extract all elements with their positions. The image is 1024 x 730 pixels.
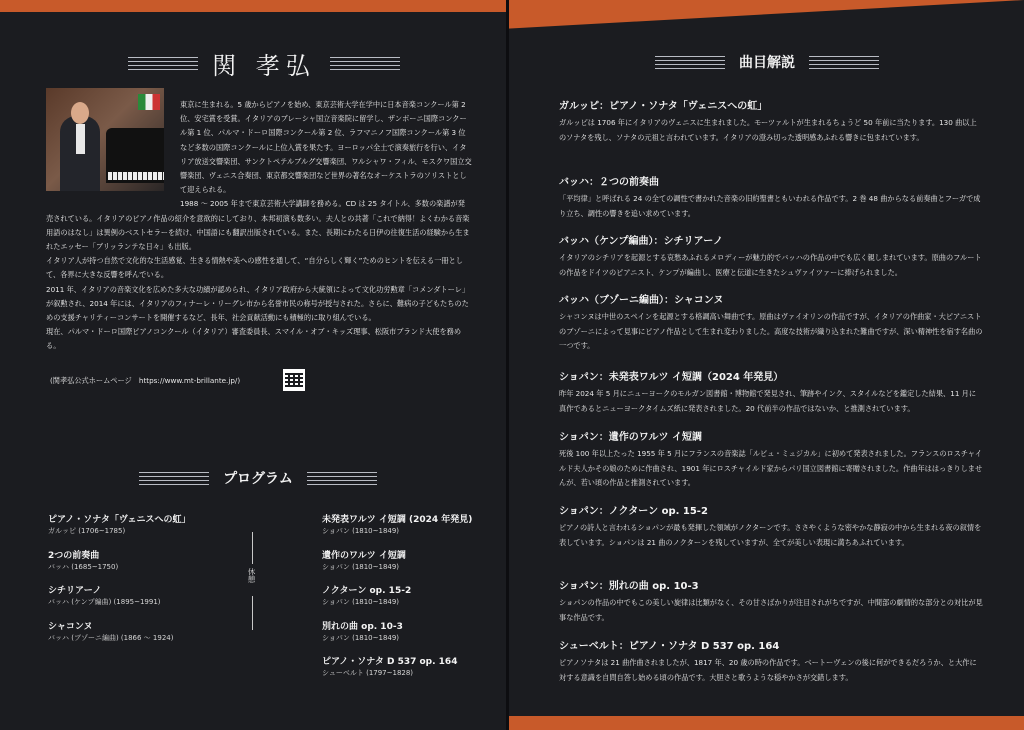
program-item xyxy=(322,656,502,679)
note-title: ショパン：ノクターン op. 15-2 xyxy=(559,506,708,517)
intermission-label: 休憩 xyxy=(247,568,256,583)
program-item xyxy=(48,514,238,537)
note-title: ショパン：遺作のワルツ イ短調 xyxy=(559,432,702,443)
note-bach-chaconne xyxy=(559,294,983,354)
bio-paragraph: 2011 年、イタリアの音楽文化を広めた多大な功績が認められ、イタリア政府から大統領によって文化功労勲章「コメンダトーレ」が叙勲され、2014 年には、イタリアのフィナーレ・リーグレ市から名誉市民の称号が授与された。さらに、難病の子どもたちのための支援チャリティーコンサートを開催するなど、長年、社会貢献活動にも積極的に取り組んでいる。 xyxy=(46,284,470,323)
program-item-title: シチリアーノ xyxy=(48,586,102,596)
program-item xyxy=(322,621,502,644)
bio-paragraph: 1988 ～ 2005 年まで東京芸術大学講師を務める。CD は 25 タイトル、多数の楽譜が発売されている。イタリアのピアノ作品の紹介を意欲的にしており、本邦初演も数多い。夫人との共著「これで納得！よくわかる音楽用語のはなし」は異例のベストセラーを続け、中国語にも翻訳出版されている。また、長期にわたる日伊の往復生活の経験から生まれたエッセー「ブリッランテな日々」も出版。 xyxy=(46,199,470,252)
note-description: ピアノソナタは 21 曲作曲されましたが、1817 年、20 歳の時の作品です。ベートーヴェンの後に何ができるだろうか、と大作に対する意識を自問自答し始める頃の作品です。大胆さと歌うような穏やかさが交錯します。 xyxy=(559,658,977,682)
note-title: ショパン：別れの曲 op. 10-3 xyxy=(559,581,699,592)
program-item-composer: ショパン (1810~1849) xyxy=(322,527,400,535)
artist-biography xyxy=(46,98,472,354)
bio-paragraph: 現在、パルマ・ドーロ国際ピアノコンクール（イタリア）審査委員長、スマイル・オブ・キッズ理事、松阪市ブランド大使を務める。 xyxy=(46,327,462,351)
note-title: ショパン：未発表ワルツ イ短調（2024 年発見） xyxy=(559,372,784,383)
note-title: シューベルト：ピアノ・ソナタ D 537 op. 164 xyxy=(559,641,780,652)
artist-heading xyxy=(100,46,428,81)
program-item xyxy=(322,514,502,537)
program-item xyxy=(48,585,238,608)
note-chopin-waltz-posthumous xyxy=(559,431,983,491)
note-description: ショパンの作品の中でもこの美しい旋律は比類がなく、その甘さばかりが注目されがちですが、中間部の劇情的な部分との対比が見事な作品です。 xyxy=(559,598,983,622)
qr-code xyxy=(283,369,305,391)
note-schubert-sonata xyxy=(559,640,983,685)
program-item xyxy=(48,621,238,644)
program-item-title: ノクターン op. 15-2 xyxy=(322,586,412,596)
decor-lines-right xyxy=(809,56,879,69)
note-title: バッハ：２つの前奏曲 xyxy=(559,177,659,188)
page-fold xyxy=(506,0,509,730)
program-second-half xyxy=(322,514,502,692)
note-description: シャコンヌは中世のスペインを起源とする格調高い舞曲です。原曲はヴァイオリンの作品ですが、イタリアの作曲家・大ピアニストのブゾーニによって見事にピアノ作品として生まれ変わりました。高度な技術が織り込まれた難曲ですが、深い精神性を宿す名曲の一つです。 xyxy=(559,312,983,351)
note-chopin-etude xyxy=(559,580,983,625)
homepage-link[interactable]: (関孝弘公式ホームページ https://www.mt-brillante.jp/) xyxy=(50,376,241,385)
decor-lines-right xyxy=(307,472,377,485)
notes-title: 曲目解説 xyxy=(739,55,795,71)
program-item-title: シャコンヌ xyxy=(48,621,93,632)
note-chopin-waltz-new xyxy=(559,371,983,416)
note-description: 昨年 2024 年 5 月にニューヨークのモルガン図書館・博物館で発見され、筆跡やインク、スタイルなどを鑑定した結果、11 月に真作であるとニューヨークタイムズ紙に発表されました。20 代前半の作品ではないか、と推測されています。 xyxy=(559,389,977,413)
program-item-composer: ショパン (1810~1849) xyxy=(322,633,400,642)
note-title: バッハ（ケンプ編曲）：シチリアーノ xyxy=(559,236,723,247)
note-galuppi xyxy=(559,100,983,145)
note-description: イタリアのシチリアを起源とする哀愁あふれるメロディーが魅力的でバッハの作品の中でも広く親しまれています。原曲のフルートの作品をドイツのピアニスト、ケンプが編曲し、医療と伝道に生きたシュヴァイツァーに捧げられました。 xyxy=(559,253,982,277)
program-item-composer: ショパン (1810~1849) xyxy=(322,562,400,571)
program-item-title: 遺作のワルツ イ短調 xyxy=(322,550,406,561)
note-description: 「平均律」と呼ばれる 24 の全ての調性で書かれた音楽の旧約聖書ともいわれる作品です。2 巻 48 曲からなる前奏曲とフーガで成り立ち、調性の響きを追い求めています。 xyxy=(559,194,981,218)
program-item-composer: バッハ (ケンプ編曲) (1895~1991) xyxy=(48,598,161,606)
program-item xyxy=(322,585,502,608)
program-item-title: 別れの曲 op. 10-3 xyxy=(322,621,403,632)
program-item-composer: ショパン (1810~1849) xyxy=(322,598,400,606)
decor-lines-left xyxy=(139,472,209,485)
note-description: ピアノの詩人と言われるショパンが最も発揮した領域がノクターンです。ささやくような密やかな静寂の中から生まれる夜の叙情を表しています。ショパンは 21 曲のノクターンを残していますが、全てが美しい表現に満ちあふれています。 xyxy=(559,523,982,547)
program-item-title: ピアノ・ソナタ D 537 op. 164 xyxy=(322,657,458,667)
program-item-title: 未発表ワルツ イ短調 (2024 年発見) xyxy=(322,515,473,525)
note-description: 死後 100 年以上たった 1955 年 5 月にフランスの音楽誌「ルビュ・ミュジカル」に初めて発表されました。フランスのロスチャイルド夫人かその娘のために作曲され、1901 年にロスチャイルド家からパリ国立図書館に寄贈されました。作曲年ははっきりしませんが、若い頃の作品と推測されています。 xyxy=(559,449,983,488)
program-item-composer: シューベルト (1797~1828) xyxy=(322,669,414,677)
decor-lines-left xyxy=(128,57,198,70)
note-title: ガルッピ：ピアノ・ソナタ「ヴェニスへの虹」 xyxy=(559,101,768,112)
decor-lines-right xyxy=(330,57,400,70)
bio-paragraph: 東京に生まれる。5 歳からピアノを始め、東京芸術大学在学中に日本音楽コンクール第 2 位、安宅賞を受賞。イタリアのブレーシャ国立音楽院に留学し、ザンボーニ国際コンクール第 1 位、パルマ・ドーロ国際コンクール第 2 位、ラフマニノフ国際コンクール第 3 位など多数の国際コンクールに上位入賞を果たす。ヨーロッパ全土で演奏旅行を行い、イタリア放送交響楽団、サンクトペテルブルグ交響楽団、ワルシャワ・フィル、モスクワ国立交響楽団、ヴェニス合奏団、東京都交響楽団など世界の著名なオーケストラのソリストとして迎えられる。 xyxy=(180,100,472,195)
program-item-composer: ガルッピ (1706~1785) xyxy=(48,527,126,535)
program-title: プログラム xyxy=(223,471,293,487)
artist-name: 関 孝弘 xyxy=(212,52,316,80)
note-bach-siciliano xyxy=(559,235,983,280)
intermission-line-bottom xyxy=(252,596,253,630)
note-chopin-nocturne xyxy=(559,505,983,550)
note-title: バッハ（ブゾーニ編曲）：シャコンヌ xyxy=(559,295,724,306)
program-first-half xyxy=(48,514,238,656)
program-item-title: ピアノ・ソナタ「ヴェニスへの虹」 xyxy=(48,515,191,525)
intermission-line-top xyxy=(252,532,253,564)
decor-lines-left xyxy=(655,56,725,69)
program-item-title: 2つの前奏曲 xyxy=(48,550,100,561)
program-item-composer: バッハ (1685~1750) xyxy=(48,562,119,571)
note-description: ガルッピは 1706 年にイタリアのヴェニスに生まれました。モーツァルトが生まれるちょうど 50 年前に当たります。130 曲以上のソナタを残し、ソナタの元祖と言われています。イタリアの澄み切った透明感あふれる響きに包まれています。 xyxy=(559,118,977,142)
program-item-composer: バッハ (ブゾーニ編曲) (1866 ～ 1924) xyxy=(48,633,174,642)
note-bach-preludes xyxy=(559,176,983,221)
notes-heading xyxy=(612,52,922,72)
bio-paragraph: イタリア人が持つ自然で文化的な生活感覚、生きる情熱や美への感性を通して、“自分らしく輝く”ためのヒントを伝える一冊として、各界に大きな反響を呼んでいる。 xyxy=(46,256,463,280)
program-item xyxy=(48,550,238,573)
program-heading xyxy=(100,468,416,488)
program-item xyxy=(322,550,502,573)
